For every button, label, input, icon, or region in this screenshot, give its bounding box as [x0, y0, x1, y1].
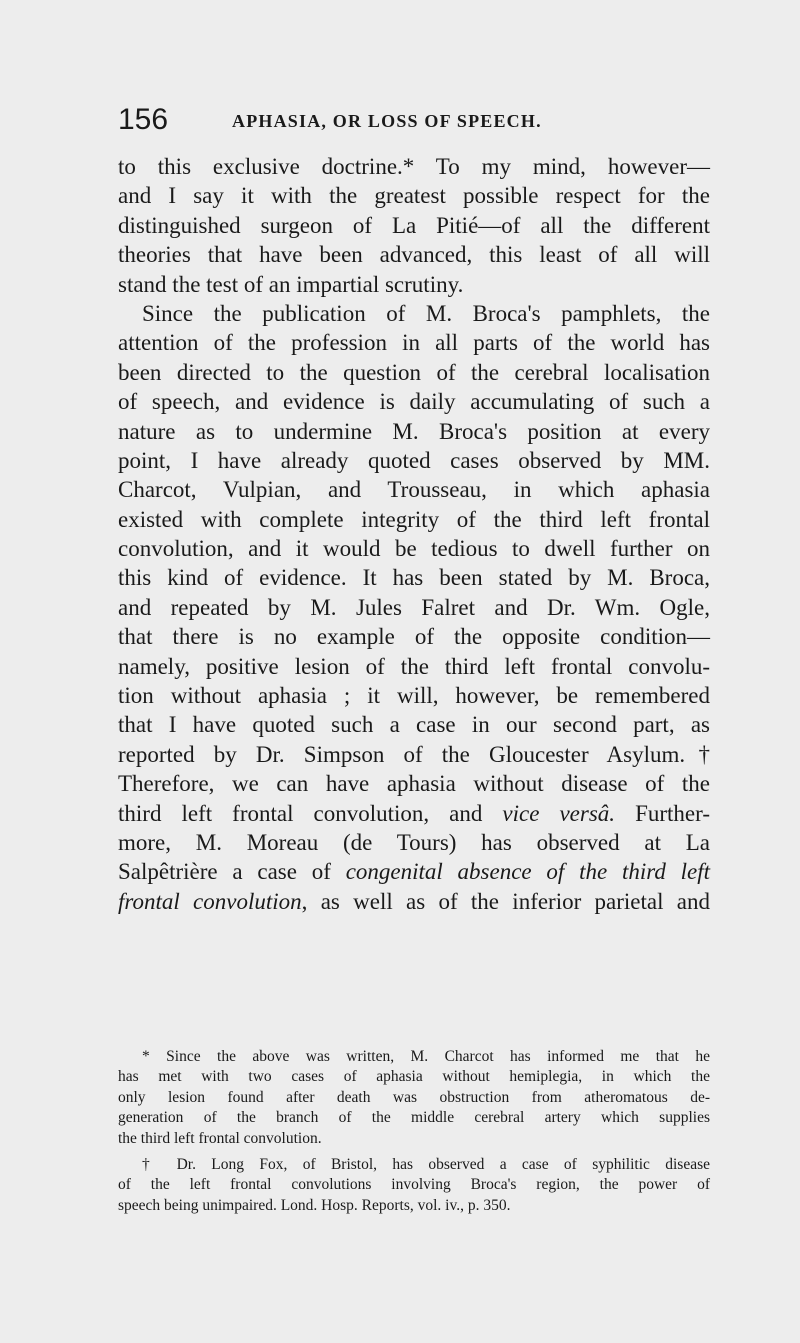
text-line: Charcot, Vulpian, and Trousseau, in which aphasia [118, 477, 710, 503]
text-line: namely, positive lesion of the third left frontal convolu- [118, 653, 710, 679]
text-run: third left frontal convolution, and [118, 800, 503, 826]
italic-text: congenital absence of the third left [345, 859, 710, 885]
page-number: 156 [118, 103, 169, 136]
text-line [118, 799, 710, 828]
text-line: Therefore, we can have aphasia without disease of the [118, 771, 710, 797]
text-line: of speech, and evidence is daily accumulating of such a [118, 389, 710, 415]
text-line: more, M. Moreau (de Tours) has observed at La [118, 829, 710, 855]
page-header [118, 100, 718, 140]
text-line: and I say it with the greatest possible respect for the [118, 183, 710, 209]
text-run: , as well as of the inferior parietal and [301, 888, 711, 914]
text-line: existed with complete integrity of the third left frontal [118, 506, 710, 532]
footnote-line: of the left frontal convolutions involving Broca's region, the power of [118, 1176, 710, 1194]
running-head: APHASIA, OR LOSS OF SPEECH. [232, 111, 542, 131]
italic-text: vice versâ. [502, 800, 616, 826]
text-line: this kind of evidence. It has been stated by M. Broca, [118, 565, 710, 591]
text-line: Since the publication of M. Broca's pamphlets, the [142, 300, 710, 326]
text-line: nature as to undermine M. Broca's position at every [118, 418, 710, 444]
text-line: attention of the profession in all parts of the world has [118, 330, 710, 356]
text-run: Salpêtrière a case of [118, 859, 346, 885]
footnote-line: only lesion found after death was obstruction from atheromatous de- [118, 1088, 710, 1106]
text-line [118, 887, 710, 916]
text-line: and repeated by M. Jules Falret and Dr. Wm. Ogle, [118, 594, 710, 620]
body-text [118, 152, 710, 916]
footnote-line: generation of the branch of the middle cerebral artery which supplies [118, 1109, 710, 1127]
footnotes [118, 1047, 710, 1216]
text-line: that I have quoted such a case in our second part, as [118, 712, 710, 738]
footnote-long-fox [118, 1155, 710, 1216]
text-line: reported by Dr. Simpson of the Gloucester Asylum.† [118, 741, 710, 767]
text-line: tion without aphasia ; it will, however, be remembered [118, 683, 710, 709]
text-line: been directed to the question of the cerebral localisation [118, 359, 710, 385]
text-run: Further- [615, 800, 710, 826]
text-line: theories that have been advanced, this least of all will [118, 242, 710, 268]
footnote-line: † Dr. Long Fox, of Bristol, has observed a case of syphilitic disease [142, 1155, 710, 1173]
text-line: stand the test of an impartial scrutiny. [118, 271, 464, 297]
text-line: convolution, and it would be tedious to dwell further on [118, 536, 710, 562]
text-line: distinguished surgeon of La Pitié—of all the different [118, 212, 710, 238]
text-line: that there is no example of the opposite condition— [118, 624, 710, 650]
footnote-line: speech being unimpaired. Lond. Hosp. Reports, vol. iv., p. 350. [118, 1196, 511, 1214]
text-line: to this exclusive doctrine.* To my mind, however— [118, 154, 710, 179]
footnote-charcot [118, 1047, 710, 1149]
text-line [118, 857, 710, 886]
footnote-line: has met with two cases of aphasia without hemiplegia, in which the [118, 1068, 710, 1086]
text-line: point, I have already quoted cases observed by MM. [118, 447, 710, 473]
footnote-line: the third left frontal convolution. [118, 1129, 322, 1147]
italic-text: frontal convolution [118, 888, 302, 914]
footnote-line: * Since the above was written, M. Charcot has informed me that he [142, 1048, 710, 1065]
